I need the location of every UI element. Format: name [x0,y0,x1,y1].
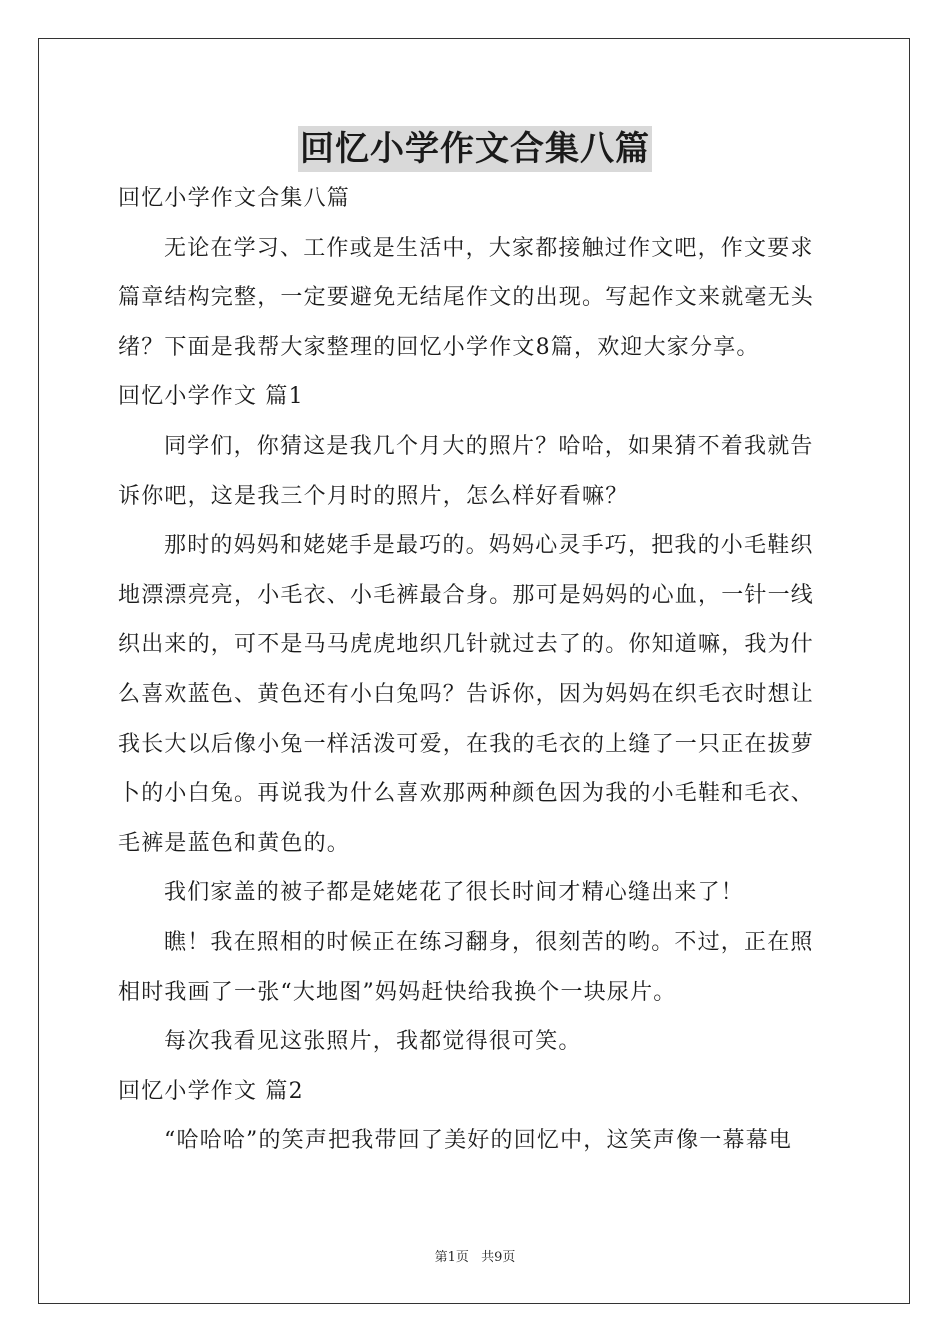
page-total: 共9页 [481,1250,516,1265]
paragraph [118,918,834,1017]
text-line: 瞧！我在照相的时候正在练习翻身，很刻苦的哟。不过，正在照 [164,929,814,955]
text-line: 相时我画了一张“大地图”妈妈赶快给我换个一块尿片。 [118,979,677,1005]
paragraph [118,868,834,918]
paragraph [118,1116,834,1166]
text-line: 么喜欢蓝色、黄色还有小白兔吗？告诉你，因为妈妈在织毛衣时想让 [118,681,815,707]
text-line: 同学们，你猜这是我几个月大的照片？哈哈，如果猜不着我就告 [164,433,814,459]
title-wrap [0,126,950,172]
paragraph [118,422,834,521]
text-line: 每次我看见这张照片，我都觉得很可笑。 [164,1029,582,1055]
page-number: 第1页 [434,1250,469,1265]
document-title: 回忆小学作文合集八篇 [298,126,652,172]
subtitle: 回忆小学作文合集八篇 [118,186,351,211]
text-line: 卜的小白兔。再说我为什么喜欢那两种颜色因为我的小毛鞋和毛衣、 [118,781,815,807]
text-line: 无论在学习、工作或是生活中，大家都接触过作文吧，作文要求 [164,235,814,261]
paragraph [118,1017,834,1067]
text-line: 我们家盖的被子都是姥姥花了很长时间才精心缝出来了！ [164,880,745,906]
text-line: 我长大以后像小兔一样活泼可爱，在我的毛衣的上缝了一只正在拔萝 [118,731,815,757]
text-line: 绪？下面是我帮大家整理的回忆小学作文8篇，欢迎大家分享。 [118,334,760,360]
text-line: 那时的妈妈和姥姥手是最巧的。妈妈心灵手巧，把我的小毛鞋织 [164,533,814,559]
section-heading-2: 回忆小学作文 篇2 [118,1078,304,1104]
intro-paragraph [118,224,834,373]
paragraph [118,521,834,868]
text-line: 篇章结构完整，一定要避免无结尾作文的出现。写起作文来就毫无头 [118,285,815,311]
document-body [118,174,834,1166]
text-line: 诉你吧，这是我三个月时的照片，怎么样好看嘛？ [118,483,629,509]
text-line: 毛裤是蓝色和黄色的。 [118,830,351,856]
text-line: “哈哈哈”的笑声把我带回了美好的回忆中，这笑声像一幕幕电 [164,1128,793,1154]
text-line: 地漂漂亮亮，小毛衣、小毛裤最合身。那可是妈妈的心血，一针一线 [118,582,815,608]
text-line: 织出来的，可不是马马虎虎地织几针就过去了的。你知道嘛，我为什 [118,632,815,658]
section-heading-1: 回忆小学作文 篇1 [118,384,304,410]
page-footer [0,1246,950,1265]
